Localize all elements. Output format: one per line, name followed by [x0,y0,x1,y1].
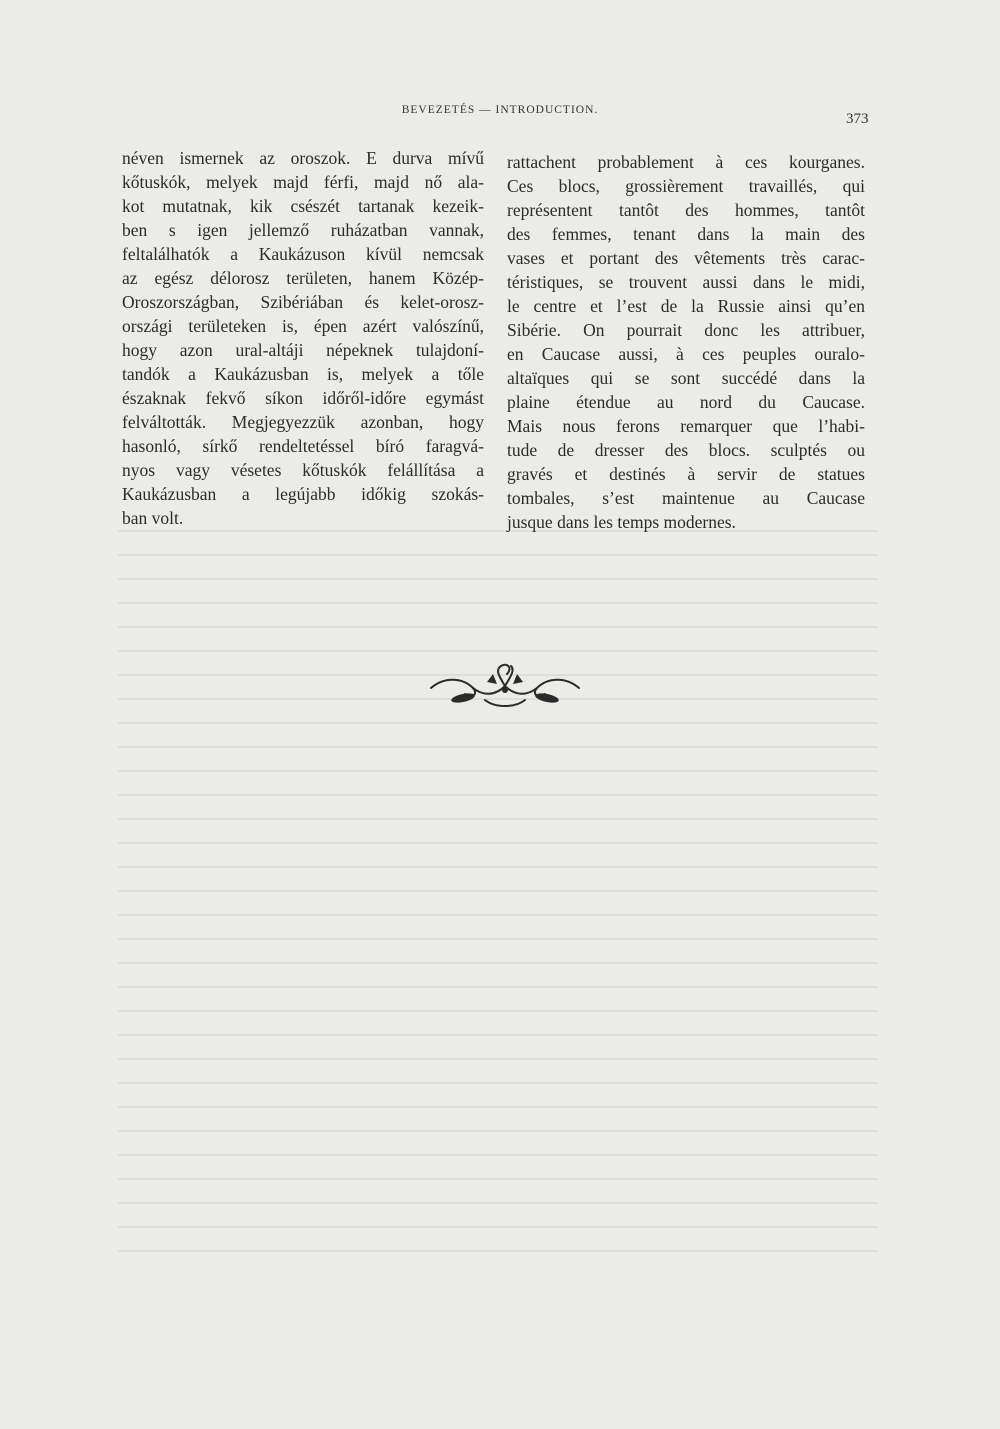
text-line: représentent tantôt des hommes, tantôt [507,200,865,220]
text-line: Mais nous ferons remarquer que l’habi- [507,416,865,436]
text-line: Sibérie. On pourrait donc les attribuer, [507,320,865,340]
floral-vignette-icon [425,662,585,712]
running-header: BEVEZETÉS — INTRODUCTION. [401,104,599,116]
text-line: gravés et destinés à servir de statues [507,464,865,484]
text-line: ben s igen jellemző ruházatban vannak, [122,220,484,240]
text-line: Kaukázusban a legújabb időkig szokás- [122,484,484,504]
text-line: tude de dresser des blocs. sculptés ou [507,440,865,460]
text-line: néven ismernek az oroszok. E durva mívű [122,148,484,168]
text-line: jusque dans les temps modernes. [507,512,736,532]
text-line: vases et portant des vêtements très carac- [507,248,865,268]
text-line: hasonló, sírkő rendeltetéssel bíró faragvá- [122,436,484,456]
text-line: északnak fekvő síkon időről-időre egymást [122,388,484,408]
text-line: des femmes, tenant dans la main des [507,224,865,244]
text-line: tombales, s’est maintenue au Caucase [507,488,865,508]
text-line: en Caucase aussi, à ces peuples ouralo- [507,344,865,364]
text-line: altaïques qui se sont succédé dans la [507,368,865,388]
text-line: tandók a Kaukázusban is, melyek a tőle [122,364,484,384]
text-line: országi területeken is, épen azért valószínű, [122,316,484,336]
text-line: felváltották. Megjegyezzük azonban, hogy [122,412,484,432]
french-text-column [507,150,865,534]
text-line: le centre et l’est de la Russie ainsi qu’en [507,296,865,316]
text-line: kot mutatnak, kik csészét tartanak kezeik- [122,196,484,216]
text-line: kőtuskók, melyek majd férfi, majd nő ala- [122,172,484,192]
text-line: rattachent probablement à ces kourganes. [507,152,865,172]
text-line: Oroszországban, Szibériában és kelet-orosz- [122,292,484,312]
text-line: ban volt. [122,508,184,528]
page-number: 373 [846,111,869,127]
text-line: feltalálhatók a Kaukázuson kívül nemcsak [122,244,484,264]
bleed-through-texture [118,530,878,1270]
text-line: hogy azon ural-altáji népeknek tulajdoní- [122,340,484,360]
text-line: nyos vagy vésetes kőtuskók felállítása a [122,460,484,480]
hungarian-text-column [122,146,484,530]
text-line: az egész délorosz területen, hanem Közép- [122,268,484,288]
text-line: plaine étendue au nord du Caucase. [507,392,865,412]
text-line: Ces blocs, grossièrement travaillés, qui [507,176,865,196]
text-line: téristiques, se trouvent aussi dans le midi, [507,272,865,292]
